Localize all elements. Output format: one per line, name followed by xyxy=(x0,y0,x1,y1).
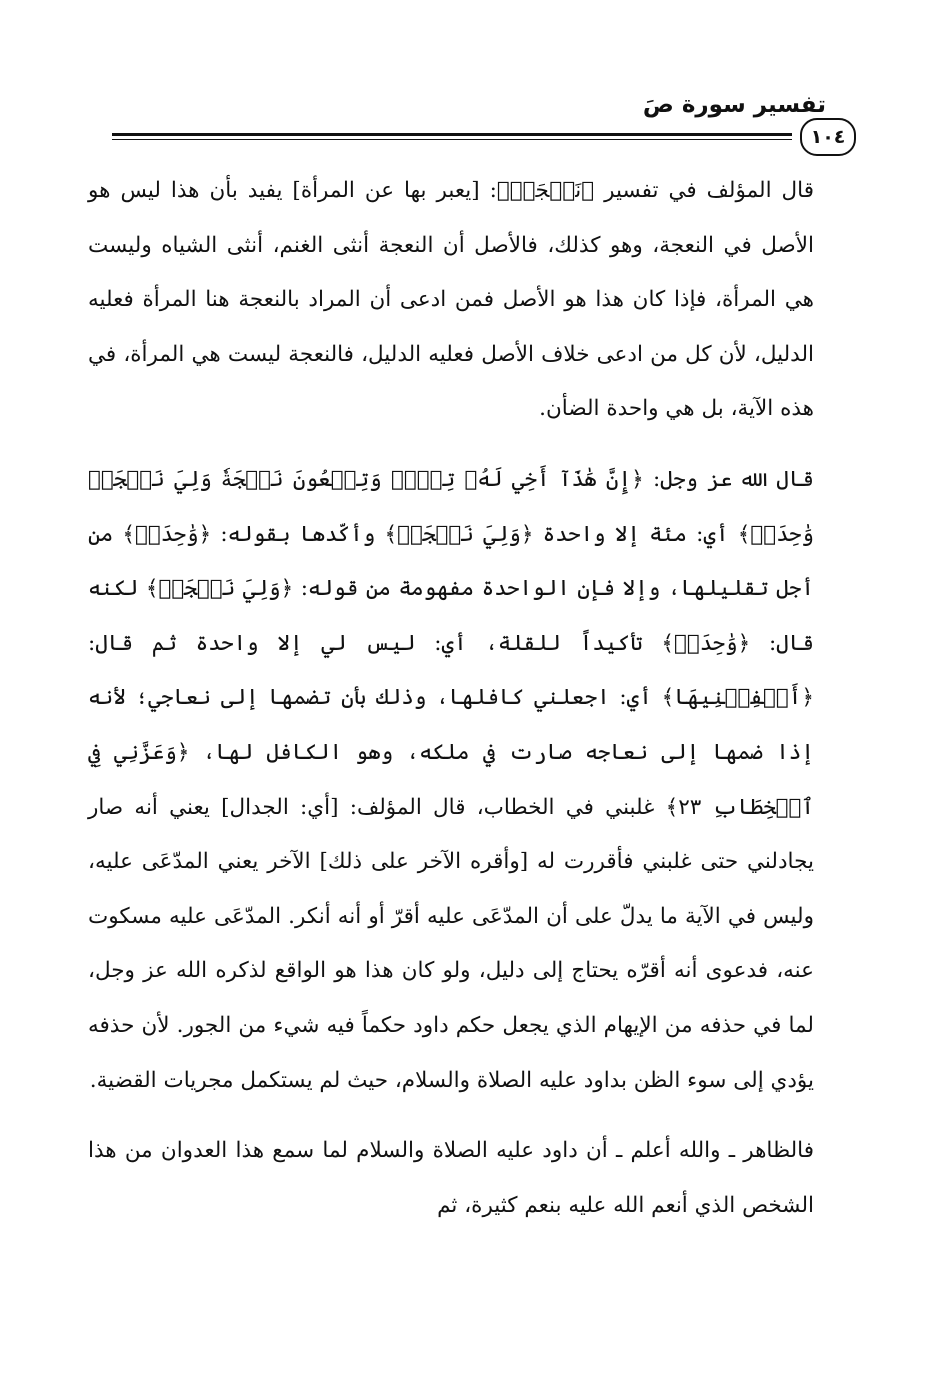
paragraph-1 xyxy=(88,164,814,437)
paragraph-2 xyxy=(88,453,814,1108)
text-line: قال الله عز وجل: ﴿إِنَّ هَٰذَآ أَخِي لَهُۥ تِسۡعٞ وَتِسۡعُونَ نَعۡجَةٗ وَلِيَ نَعۡجَةٞ وَٰحِدَةٞ﴾ xyxy=(88,466,814,547)
text-line: هذا العدوان من هذا الشخص الذي أنعم الله عليه بنعم كثيرة، ثم xyxy=(88,1138,814,1218)
text-line: المدّعَى عليه مسكوت عنه، فدعوى أنه أقرّه يحتاج إلى دليل، ولو كان xyxy=(88,903,814,984)
running-header-title: تفسير سورة صَ xyxy=(642,92,826,118)
header-rule-thin xyxy=(112,139,792,140)
text-line: أي: اجعلني كافلها، وذلك بأن تضمها إلى نعاجي؛ لأنه إذا ضمها إلى xyxy=(88,685,814,765)
paragraph-3 xyxy=(88,1124,814,1233)
page-number-badge: ١٠٤ xyxy=(800,118,856,156)
text-line: غلبني في الخطاب، قال المؤلف: [أي: الجدال] يعني أنه صار يجادلني xyxy=(88,794,814,875)
text-line: تقليلها، وإلا فإن الواحدة مفهومة من قوله: ﴿وَلِيَ نَعۡجَةٞ﴾ لكنه قال: xyxy=(88,576,814,656)
text-line: هذا ليس هو الأصل في النعجة، وهو كذلك، فالأصل أن النعجة xyxy=(88,178,814,258)
text-line: قال المؤلف في تفسير ﴿نَعۡجَةٞ﴾: [يعبر بها عن المرأة] يفيد بأن xyxy=(209,178,814,203)
text-line: نعاجه صارت في ملكه، وهو الكافل لها، ﴿وَعَزَّنِي فِي ٱلۡخِطَابِ ٢٣﴾ xyxy=(88,739,814,820)
text-line: فالظاهر ـ والله أعلم ـ أن داود عليه الصلاة والسلام لما سمع xyxy=(272,1138,814,1164)
text-line: عليه، وليس في الآية ما يدلّ على أن المدّعَى عليه أقرّ أو أنه أنكر. xyxy=(88,849,814,929)
text-line: أي: مئة إلا واحدة ﴿وَلِيَ نَعۡجَةٞ﴾ وأكّدها بقوله: ﴿وَٰحِدَةٞ﴾ من أجل xyxy=(88,521,814,602)
body-text xyxy=(88,164,814,1233)
text-line: الآية، بل هي واحدة الضأن. xyxy=(539,396,774,422)
text-line: ادعى خلاف الأصل فعليه الدليل، فالنعجة ليست هي المرأة، في هذه xyxy=(88,341,814,422)
text-line: ﴿وَٰحِدَةٞ﴾ تأكيداً للقلة، أي: ليس لي إلا واحدة ثم قال: ﴿أَكۡفِلۡنِيهَا﴾ xyxy=(88,630,814,711)
text-line: أنثى الغنم، أنثى الشياه وليست هي المرأة، فإذا كان هذا هو الأصل xyxy=(88,232,814,313)
text-line: بداود عليه الصلاة والسلام، حيث لم يستكمل مجريات القضية. xyxy=(89,1067,627,1093)
text-line: حتى غلبني فأقررت له [وأقره الآخر على ذلك] الآخر يعني المدّعَى xyxy=(141,849,739,875)
header-rule-thick xyxy=(112,133,792,136)
text-line: هذا هو الواقع لذكره الله عز وجل، لما في حذفه من الإيهام الذي يجعل xyxy=(88,958,814,1038)
text-line: حكم داود حكماً فيه شيء من الجور. لأن حذفه يؤدي إلى سوء الظن xyxy=(88,1012,814,1093)
text-line: فمن ادعى أن المراد بالنعجة هنا المرأة فعليه الدليل، لأن كل من xyxy=(88,287,814,367)
